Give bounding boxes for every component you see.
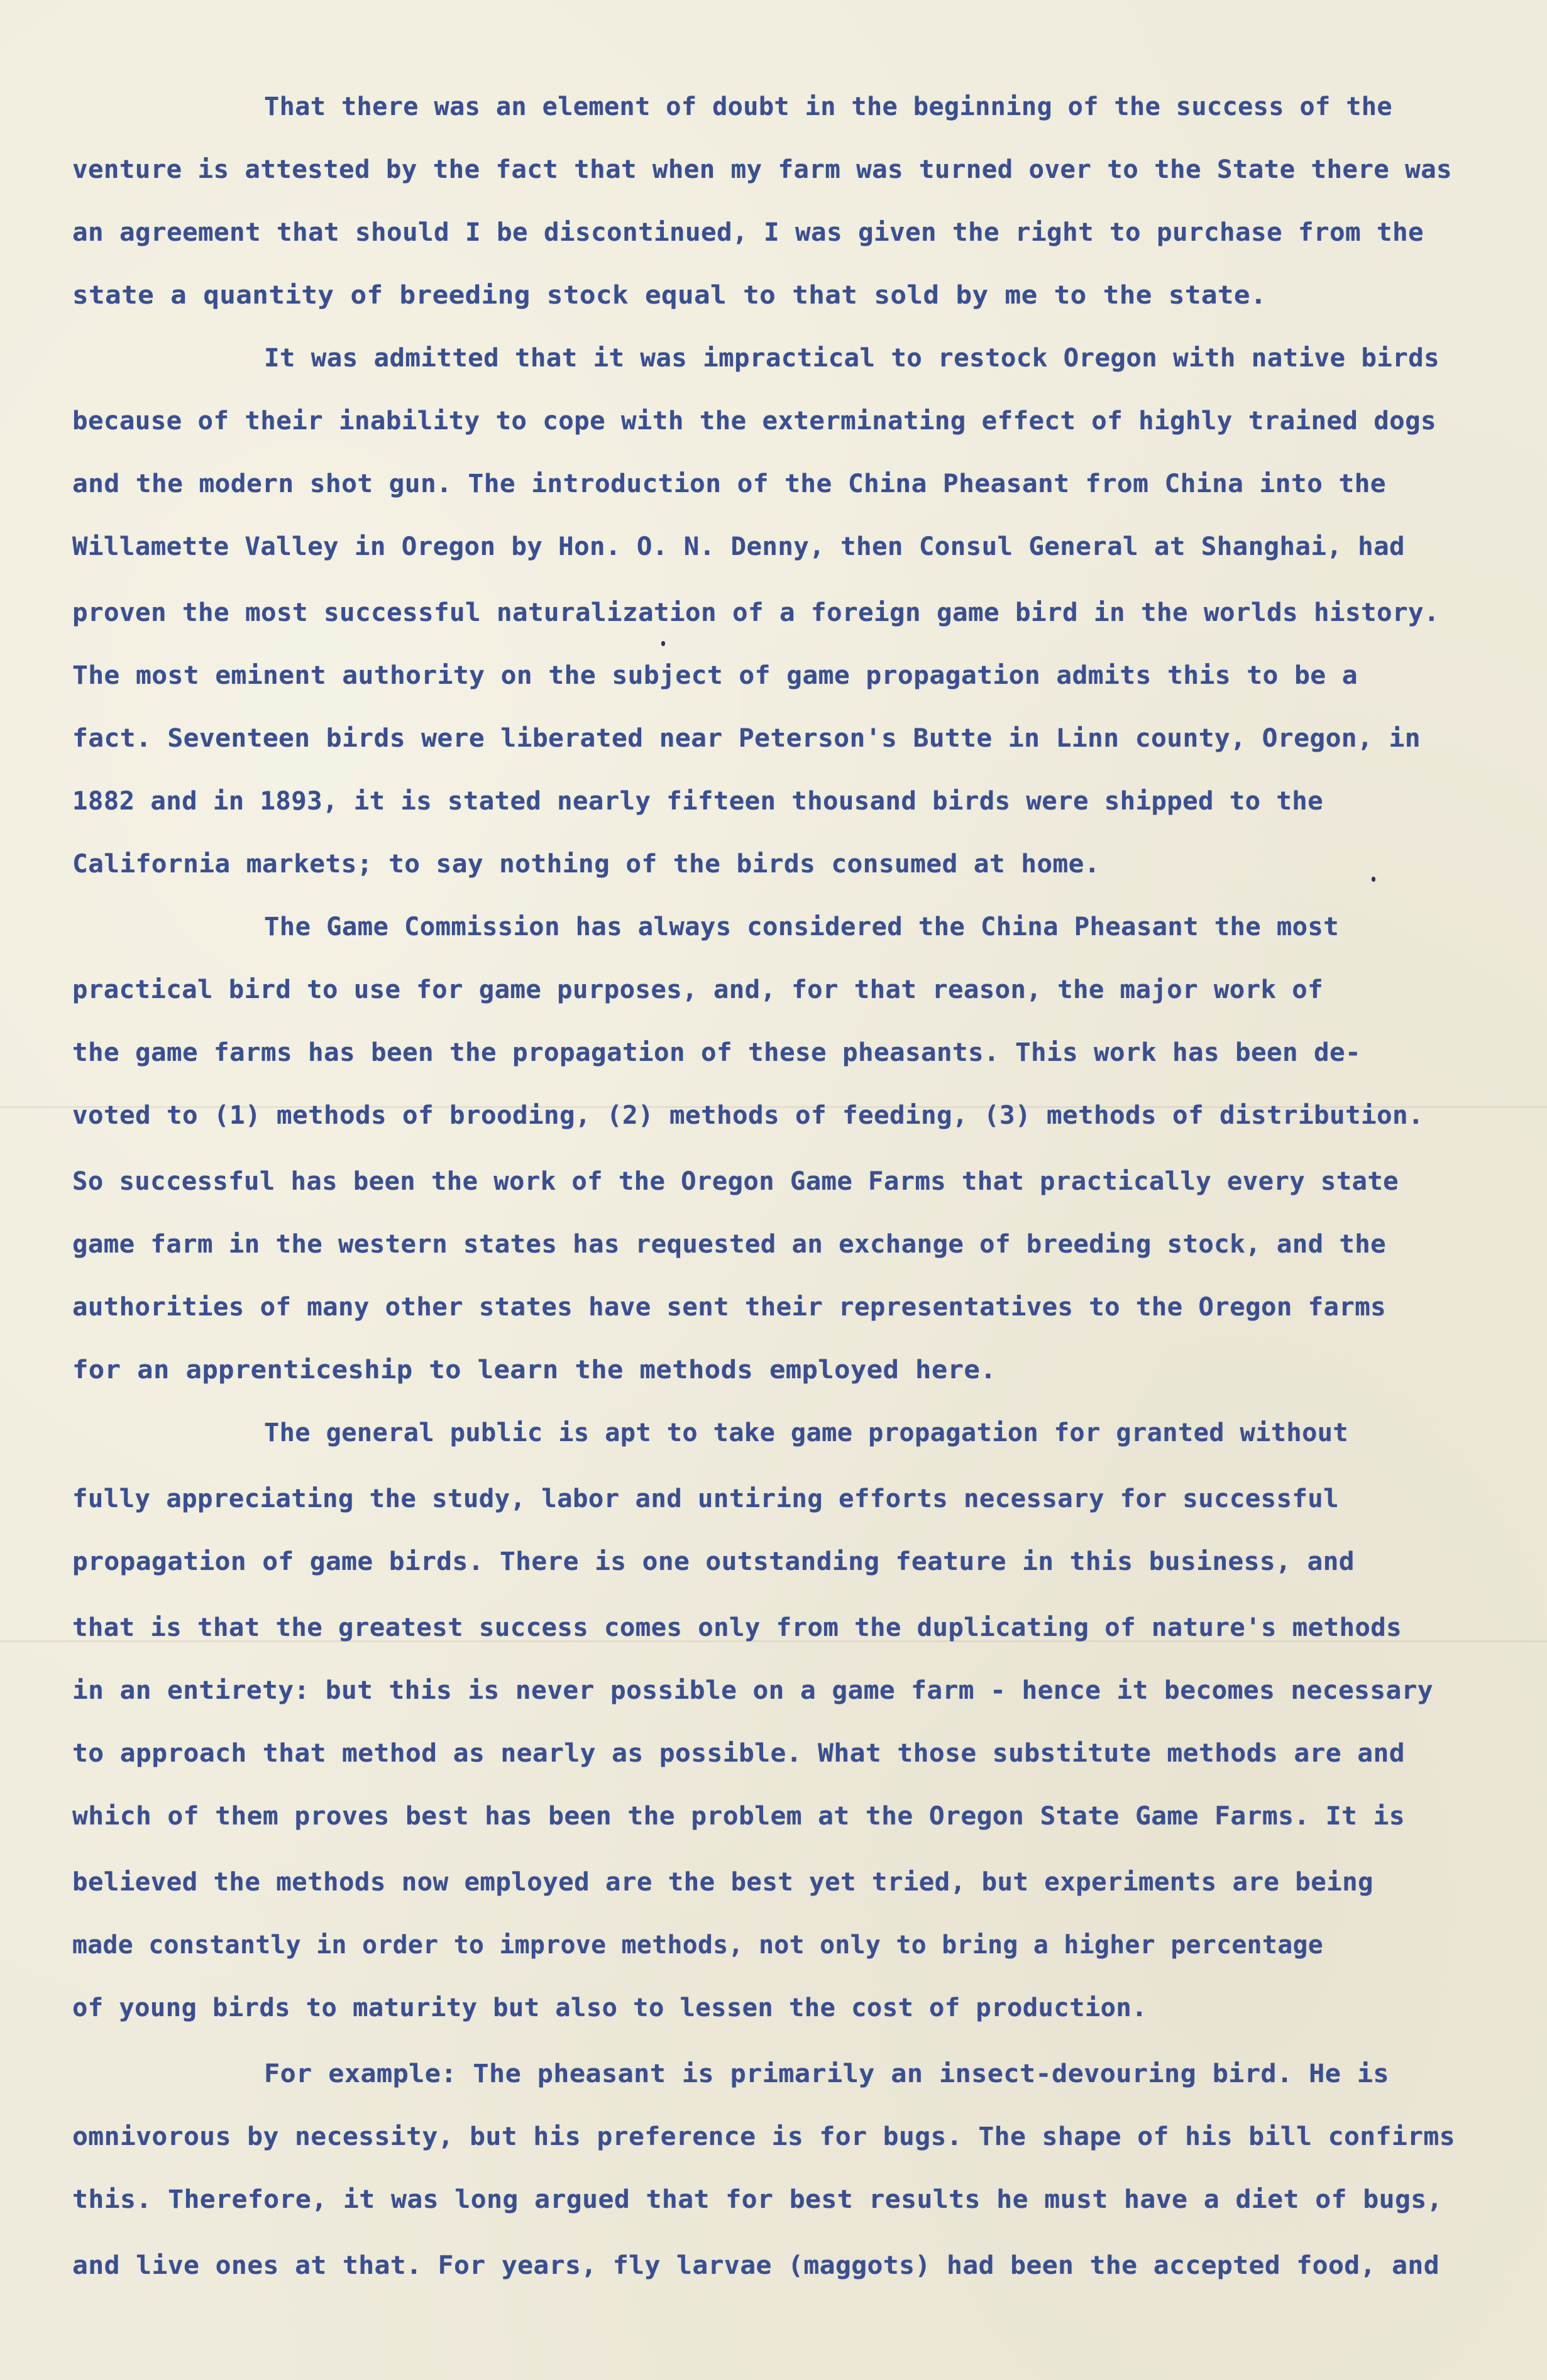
text-line: this. Therefore, it was long argued that for best results he must have a diet of bugs, — [72, 2185, 1443, 2214]
text-line: the game farms has been the propagation of these pheasants. This work has been de- — [72, 1038, 1361, 1067]
text-line: Willamette Valley in Oregon by Hon. O. N. Denny, then Consul General at Shanghai, had — [72, 532, 1405, 561]
text-line: that is that the greatest success comes only from the duplicating of nature's methods — [72, 1613, 1402, 1642]
text-line: fully appreciating the study, labor and untiring efforts necessary for successful — [72, 1484, 1339, 1513]
text-line: venture is attested by the fact that when my farm was turned over to the State there was — [72, 155, 1452, 184]
text-line: and live ones at that. For years, fly larvae (maggots) had been the accepted food, and — [72, 2251, 1440, 2280]
text-line: an agreement that should I be discontinued, I was given the right to purchase from the — [72, 218, 1424, 247]
text-line: The Game Commission has always considered the China Pheasant the most — [264, 913, 1339, 941]
text-line: authorities of many other states have sent their representatives to the Oregon farms — [72, 1293, 1386, 1322]
ink-speck — [1372, 877, 1375, 882]
text-line: The general public is apt to take game propagation for granted without — [264, 1418, 1348, 1447]
text-line: California markets; to say nothing of the birds consumed at home. — [72, 850, 1101, 879]
text-line: That there was an element of doubt in the beginning of the success of the — [264, 92, 1392, 121]
text-line: practical bird to use for game purposes, and, for that reason, the major work of — [72, 975, 1323, 1004]
text-line: It was admitted that it was impractical to restock Oregon with native birds — [264, 344, 1440, 373]
text-line: which of them proves best has been the problem at the Oregon State Game Farms. It is — [72, 1802, 1405, 1831]
text-line: 1882 and in 1893, it is stated nearly fifteen thousand birds were shipped to the — [72, 787, 1323, 816]
text-line: For example: The pheasant is primarily an insect-devouring bird. He is — [264, 2059, 1389, 2088]
text-line: because of their inability to cope with the exterminating effect of highly trained dogs — [72, 407, 1436, 436]
text-line: proven the most successful naturalization of a foreign game bird in the worlds history. — [72, 598, 1440, 627]
text-line: to approach that method as nearly as possible. What those substitute methods are and — [72, 1739, 1405, 1768]
ink-speck — [661, 641, 665, 646]
text-line: made constantly in order to improve methods, not only to bring a higher percentage — [72, 1931, 1323, 1960]
text-line: state a quantity of breeding stock equal to that sold by me to the state. — [72, 281, 1267, 310]
text-line: and the modern shot gun. The introduction of the China Pheasant from China into the — [72, 469, 1386, 498]
text-line: game farm in the western states has requested an exchange of breeding stock, and the — [72, 1230, 1386, 1259]
text-line: The most eminent authority on the subject of game propagation admits this to be a — [72, 661, 1358, 690]
text-line: omnivorous by necessity, but his preference is for bugs. The shape of his bill confirms — [72, 2122, 1455, 2151]
text-line: fact. Seventeen birds were liberated near Peterson's Butte in Linn county, Oregon, in — [72, 724, 1421, 753]
text-line: So successful has been the work of the Oregon Game Farms that practically every state — [72, 1167, 1399, 1196]
text-line: in an entirety: but this is never possible on a game farm - hence it becomes necessary — [72, 1676, 1433, 1705]
text-line: for an apprenticeship to learn the methods employed here. — [72, 1356, 996, 1385]
text-line: voted to (1) methods of brooding, (2) methods of feeding, (3) methods of distribution. — [72, 1101, 1424, 1130]
text-line: of young birds to maturity but also to lessen the cost of production. — [72, 1993, 1147, 2022]
text-line: believed the methods now employed are the best yet tried, but experiments are being — [72, 1868, 1374, 1897]
text-line: propagation of game birds. There is one outstanding feature in this business, and — [72, 1547, 1355, 1576]
